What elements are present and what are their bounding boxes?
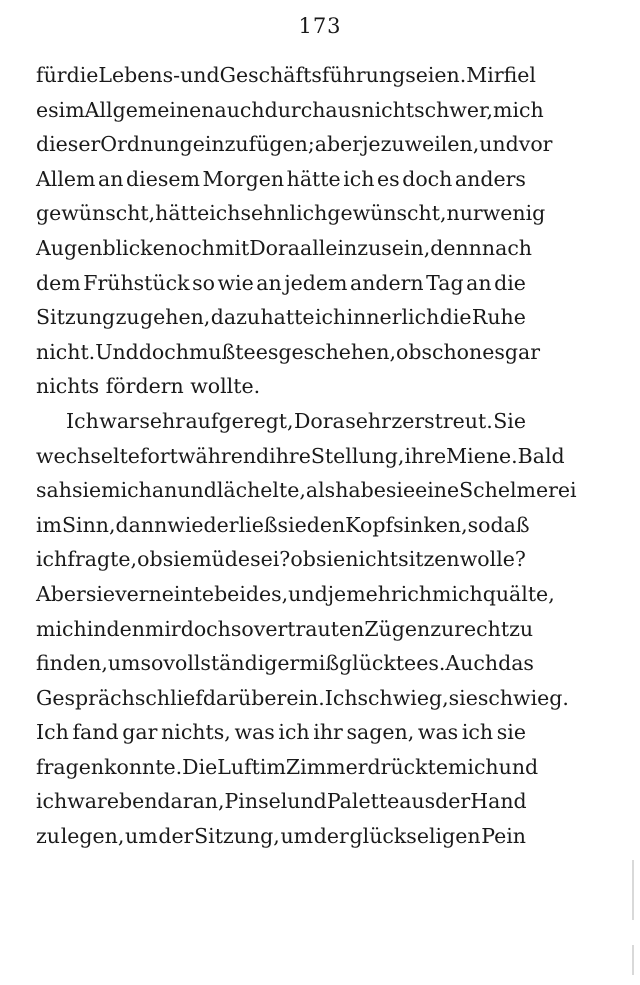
text-line: dem Frühstück so wie an jedem andern Tag an die: [36, 270, 526, 295]
page-edge-mark: [632, 860, 634, 920]
text-line: Gespräch schlief darüber ein. Ich schwieg, sie schwieg.: [36, 685, 569, 710]
text-line: für die Lebens- und Geschäftsführung seien. Mir fiel: [36, 63, 536, 87]
text-line: Ich war sehr aufgeregt, Dora sehr zerstreut. Sie: [66, 408, 526, 433]
text-line: gewünscht, hätte ich sehnlich gewünscht, nur wenig: [36, 201, 546, 226]
text-line: finden, um so vollständiger mißglückte es. Auch das: [36, 651, 534, 676]
text-line: ich war eben daran, Pinsel und Palette aus der Hand: [36, 789, 527, 814]
text-line: ich fragte, ob sie müde sei? ob sie nicht sitzen wolle?: [36, 547, 526, 572]
text-line: im Sinn, dann wieder ließ sie den Kopf sinken, so daß: [36, 512, 530, 537]
page-edge-mark: [632, 945, 634, 975]
text-line: fragen konnte. Die Luft im Zimmer drückte mich und: [36, 754, 539, 779]
page-number: 173: [298, 14, 342, 38]
text-line: Aber sie verneinte beides, und je mehr ich mich quälte,: [36, 581, 555, 606]
text-line: wechselte fortwährend ihre Stellung, ihre Miene. Bald: [36, 443, 565, 468]
text-line: Augenblicke noch mit Dora allein zu sein, denn nach: [36, 235, 532, 260]
text-line: sah sie mich an und lächelte, als habe sie eine Schelmerei: [36, 478, 577, 503]
text-line: Allem an diesem Morgen hätte ich es doch anders: [36, 166, 526, 191]
text-line: nicht. Und doch mußte es geschehen, obschon es gar: [36, 339, 541, 364]
text-line: zu legen, um der Sitzung, um der glückseligen Pein: [36, 824, 526, 849]
text-line: Sitzung zu gehen, dazu hatte ich innerlich die Ruhe: [36, 305, 526, 330]
body-text: [36, 58, 577, 854]
text-line: nichts fördern wollte.: [36, 374, 261, 399]
text-line: Ich fand gar nichts, was ich ihr sagen, was ich sie: [36, 720, 526, 745]
text-line: mich in den mir doch so vertrauten Zügen zurecht zu: [36, 616, 534, 641]
text-line: dieser Ordnung einzufügen; aber jezuweilen, und vor: [36, 132, 553, 157]
text-line: es im Allgemeinen auch durchaus nicht schwer, mich: [36, 97, 544, 122]
